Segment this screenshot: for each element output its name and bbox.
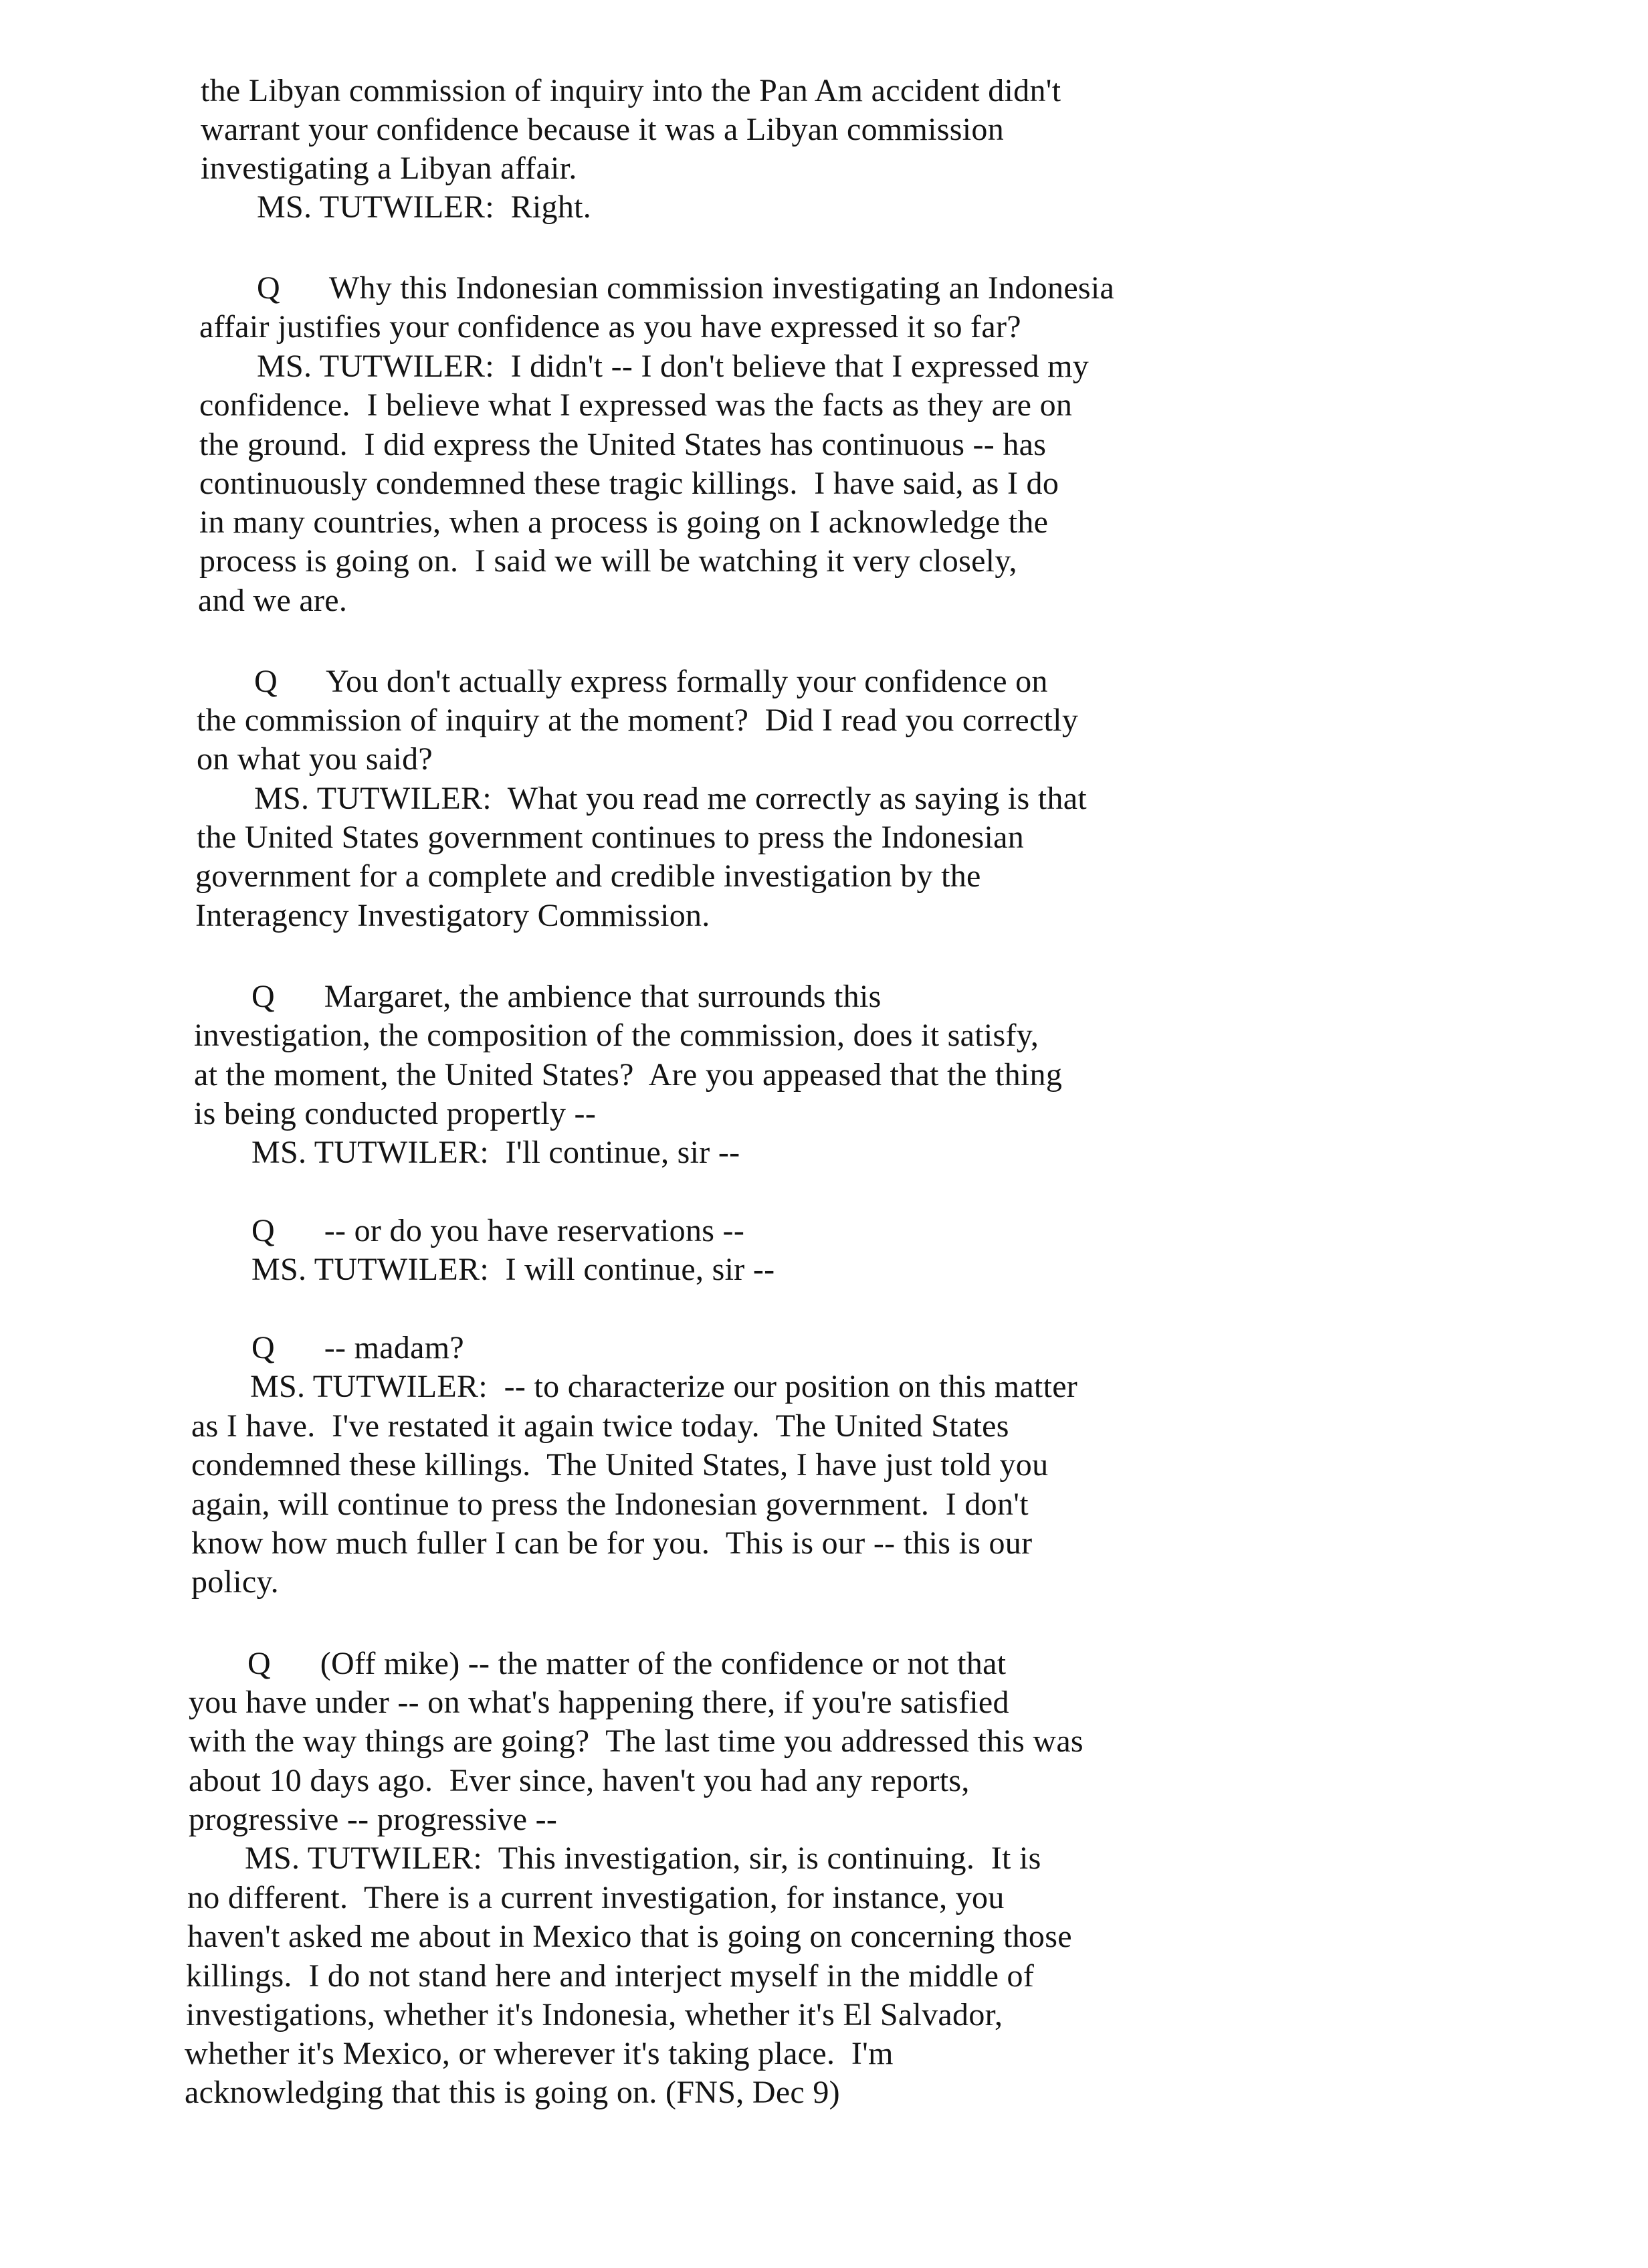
text-line: Q -- madam? [251,1330,465,1365]
text-line: is being conducted propertly -- [194,1096,597,1131]
text-line: Q (Off mike) -- the matter of the confidence or not that [247,1646,1007,1681]
text-line: MS. TUTWILER: I will continue, sir -- [251,1252,775,1287]
text-line: haven't asked me about in Mexico that is going on concerning those [187,1919,1072,1954]
text-line: process is going on. I said we will be watching it very closely, [199,543,1017,579]
text-line: policy. [191,1564,279,1600]
text-line: confidence. I believe what I expressed was the facts as they are on [199,387,1073,423]
text-line: condemned these killings. The United States, I have just told you [191,1447,1049,1483]
text-line: MS. TUTWILER: I didn't -- I don't believe that I expressed my [257,349,1090,384]
text-line: MS. TUTWILER: What you read me correctly as saying is that [254,781,1087,816]
text-line: you have under -- on what's happening there, if you're satisfied [189,1685,1009,1720]
text-line: with the way things are going? The last time you addressed this was [189,1723,1084,1759]
text-line: killings. I do not stand here and interject myself in the middle of [186,1958,1035,1994]
text-line: progressive -- progressive -- [189,1802,558,1837]
text-line: the commission of inquiry at the moment? Did I read you correctly [197,702,1079,738]
text-line: Q Margaret, the ambience that surrounds this [251,979,882,1014]
text-line: affair justifies your confidence as you have expressed it so far? [199,309,1021,345]
text-line: continuously condemned these tragic killings. I have said, as I do [199,466,1059,501]
text-line: about 10 days ago. Ever since, haven't you had any reports, [189,1763,970,1798]
text-line: the United States government continues to press the Indonesian [197,820,1024,855]
text-line: at the moment, the United States? Are you appeased that the thing [194,1057,1063,1093]
text-line: again, will continue to press the Indonesian government. I don't [191,1487,1029,1522]
text-line: know how much fuller I can be for you. This is our -- this is our [191,1525,1033,1561]
text-line: MS. TUTWILER: Right. [257,189,592,225]
text-line: Q Why this Indonesian commission investigating an Indonesia [257,270,1115,306]
text-line: the ground. I did express the United States has continuous -- has [199,427,1047,462]
text-line: investigations, whether it's Indonesia, whether it's El Salvador, [186,1997,1003,2033]
text-line: Q You don't actually express formally your confidence on [254,664,1048,699]
text-line: investigation, the composition of the commission, does it satisfy, [194,1018,1039,1053]
text-line: warrant your confidence because it was a Libyan commission [201,112,1004,147]
text-line: government for a complete and credible investigation by the [195,858,981,894]
text-line: in many countries, when a process is going on I acknowledge the [199,504,1049,540]
text-line: MS. TUTWILER: I'll continue, sir -- [251,1135,740,1170]
text-line: acknowledging that this is going on. (FNS, Dec 9) [185,2075,840,2110]
text-line: on what you said? [197,741,433,777]
text-line: no different. There is a current investigation, for instance, you [187,1880,1005,1915]
text-line: Interagency Investigatory Commission. [195,898,710,933]
text-line: whether it's Mexico, or wherever it's taking place. I'm [185,2036,894,2071]
text-line: MS. TUTWILER: -- to characterize our position on this matter [250,1369,1078,1404]
text-line: MS. TUTWILER: This investigation, sir, is continuing. It is [245,1840,1041,1876]
text-line: Q -- or do you have reservations -- [251,1213,745,1248]
text-line: the Libyan commission of inquiry into the Pan Am accident didn't [201,73,1061,108]
text-line: investigating a Libyan affair. [201,151,577,186]
text-line: and we are. [198,583,348,618]
text-line: as I have. I've restated it again twice today. The United States [191,1408,1009,1444]
